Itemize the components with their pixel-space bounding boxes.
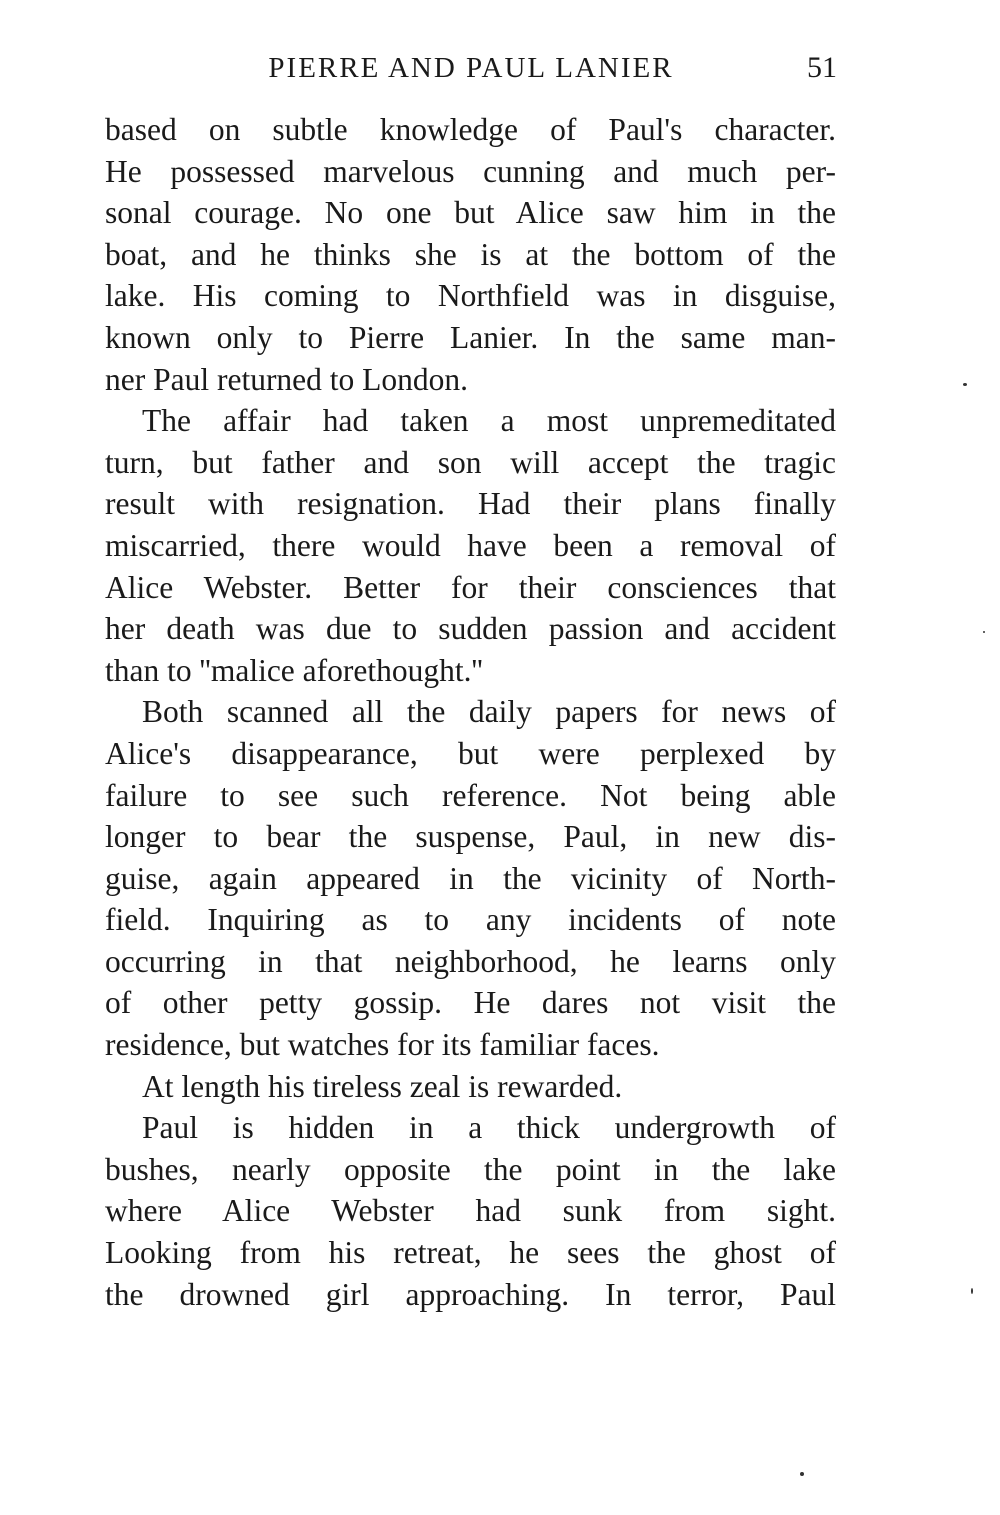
text-line: than to ''malice aforethought.'': [105, 652, 483, 688]
text-line: Alice Webster. Better for their consciences that: [105, 569, 836, 605]
text-line: longer to bear the suspense, Paul, in new dis-: [105, 819, 836, 855]
text-line: the drowned girl approaching. In terror, Paul: [105, 1276, 836, 1312]
text-line: residence, but watches for its familiar faces.: [105, 1027, 660, 1063]
text-line: Looking from his retreat, he sees the ghost of: [105, 1235, 836, 1271]
paragraph-first-line: Both scanned all the daily papers for news of: [142, 694, 836, 730]
text-line: turn, but father and son will accept the tragic: [105, 444, 836, 480]
text-line: miscarried, there would have been a removal of: [105, 527, 836, 563]
text-line: field. Inquiring as to any incidents of note: [105, 902, 836, 938]
text-line: boat, and he thinks she is at the bottom of the: [105, 236, 836, 272]
page-number: 51: [807, 51, 837, 84]
paragraph-first-line: Paul is hidden in a thick undergrowth of: [142, 1110, 836, 1146]
print-speck: [971, 1288, 973, 1294]
paragraph-first-line: At length his tireless zeal is rewarded.: [142, 1068, 623, 1104]
text-line: of other petty gossip. He dares not visit the: [105, 985, 836, 1021]
text-line: result with resignation. Had their plans finally: [105, 486, 836, 522]
print-speck: [983, 631, 985, 633]
text-line: sonal courage. No one but Alice saw him in the: [105, 195, 836, 231]
print-speck: [800, 1472, 804, 1476]
page-header: [105, 48, 837, 88]
text-line: guise, again appeared in the vicinity of North-: [105, 860, 836, 896]
text-line: Alice's disappearance, but were perplexed by: [105, 735, 836, 771]
text-line: failure to see such reference. Not being able: [105, 777, 836, 813]
text-line: her death was due to sudden passion and accident: [105, 611, 836, 647]
text-line: occurring in that neighborhood, he learns only: [105, 943, 836, 979]
body-text: [105, 109, 836, 1315]
text-line: ner Paul returned to London.: [105, 361, 469, 397]
text-line: based on subtle knowledge of Paul's character.: [105, 112, 836, 147]
text-line: He possessed marvelous cunning and much per-: [105, 153, 836, 189]
text-line: where Alice Webster had sunk from sight.: [105, 1193, 836, 1229]
text-line: lake. His coming to Northfield was in disguise,: [105, 278, 836, 314]
text-line: known only to Pierre Lanier. In the same man-: [105, 319, 836, 355]
print-speck: [963, 383, 967, 386]
paragraph-first-line: The affair had taken a most unpremeditated: [142, 403, 836, 439]
text-line: bushes, nearly opposite the point in the lake: [105, 1151, 836, 1187]
running-head: PIERRE AND PAUL LANIER: [268, 52, 674, 84]
